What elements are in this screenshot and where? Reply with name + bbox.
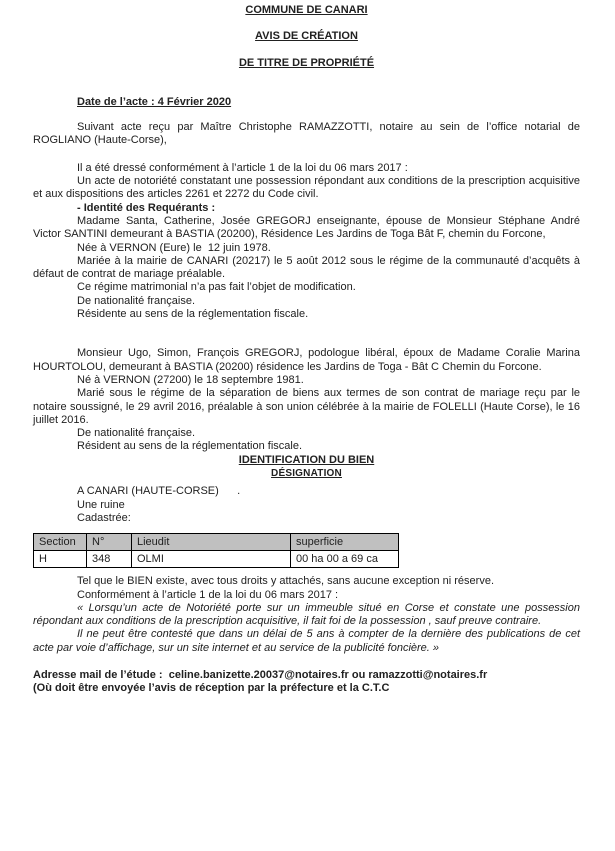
monsieur-naissance: Né à VERNON (27200) le 18 septembre 1981. [77,373,304,386]
conclusion-conformement: Conformément à l’article 1 de la loi du 06 mars 2017 : [77,588,339,601]
cadastre-cell-numero: 348 [87,551,132,568]
madame-identite: Madame Santa, Catherine, Josée GREGORJ enseignante, épouse de Monsieur Stéphane André Victor SANTINI demeurant à BASTIA (20200), Résidence Les Jardins de Toga Bât F, chemin du Forcone, [33,214,580,241]
document-title-propriete: DE TITRE DE PROPRIÉTÉ [238,56,375,69]
bien-nature-line: Une ruine [77,498,125,511]
requerants-heading: - Identité des Requérants : [77,201,216,214]
cadastre-cell-superficie: 00 ha 00 a 69 ca [291,551,399,568]
footer-reception-line: (Où doit être envoyée l’avis de réception par la préfecture et la C.T.C [33,682,390,695]
act-date-text: Date de l’acte : 4 Février 2020 [77,95,232,108]
conclusion-quote-conteste: Il ne peut être contesté que dans un délai de 5 ans à compter de la dernière des publications de cet acte par voie d’affichage, sur un site internet et au service de la publicité foncière. » [33,628,580,654]
conclusion-bien-existe: Tel que le BIEN existe, avec tous droits y attachés, sans aucune exception ni réserve. [77,575,495,588]
identification-heading: IDENTIFICATION DU BIEN [238,453,375,466]
bien-cadastre-line: Cadastrée: [77,511,131,524]
monsieur-mariage: Marié sous le régime de la séparation de biens aux termes de son contrat de mariage reçu par le notaire soussigné, le 29 avril 2016, préalable à son union célébrée à la mairie de FOLELLI (Haute Corse), le 16 juillet 2016. [33,387,580,426]
act-date-line [33,96,580,109]
madame-naissance: Née à VERNON (Eure) le 12 juin 1978. [77,241,271,254]
conclusion-quote-notoriete: « Lorsqu’un acte de Notoriété porte sur un immeuble situé en Corse et constate une possession répondant aux conditions de la prescription acquisitive, il fait foi de la possession , sauf preuve contraire. [33,601,580,628]
cadastre-cell-section: H [34,551,87,568]
cadastre-col-numero: N° [87,534,132,551]
monsieur-residence: Résident au sens de la réglementation fiscale. [77,440,303,453]
cadastre-col-section: Section [34,534,87,551]
intro-paragraph-loi: Il a été dressé conformément à l’article 1 de la loi du 06 mars 2017 : [77,161,408,174]
cadastre-table-header-row [34,534,399,551]
monsieur-identite: Monsieur Ugo, Simon, François GREGORJ, podologue libéral, époux de Madame Coralie Marina HOURTOLOU, demeurant à BASTIA (20200) résidence les Jardins de Toga - Bât C Chemin du Forcone. [33,347,580,373]
bien-commune-line: A CANARI (HAUTE-CORSE) . [77,485,241,498]
cadastre-cell-lieudit: OLMI [132,551,291,568]
footer-email-line: Adresse mail de l’étude : celine.banizette.20037@notaires.fr ou ramazzotti@notaires.fr [33,668,488,681]
cadastre-table [33,533,399,568]
madame-residence: Résidente au sens de la réglementation fiscale. [77,308,309,321]
intro-paragraph-acte: Un acte de notoriété constatant une possession répondant aux conditions de la prescription acquisitive et aux dispositions des articles 2261 et 2272 du Code civil. [33,175,580,201]
cadastre-table-row [34,551,399,568]
madame-nationalite: De nationalité française. [77,294,196,307]
document-title-commune: COMMUNE DE CANARI [245,4,368,16]
monsieur-nationalite: De nationalité française. [77,427,196,440]
cadastre-col-superficie: superficie [291,534,399,551]
madame-regime: Ce régime matrimonial n’a pas fait l’objet de modification. [77,281,356,294]
madame-mariage: Mariée à la mairie de CANARI (20217) le 5 août 2012 sous le régime de la communauté d’acquêts à défaut de contrat de mariage préalable. [33,254,580,281]
designation-subheading: DÉSIGNATION [271,468,342,480]
intro-paragraph-notaire: Suivant acte reçu par Maître Christophe RAMAZZOTTI, notaire au sein de l’office notarial de ROGLIANO (Haute-Corse), [33,121,580,147]
cadastre-col-lieudit: Lieudit [132,534,291,551]
document-title-avis: AVIS DE CRÉATION [255,30,358,43]
